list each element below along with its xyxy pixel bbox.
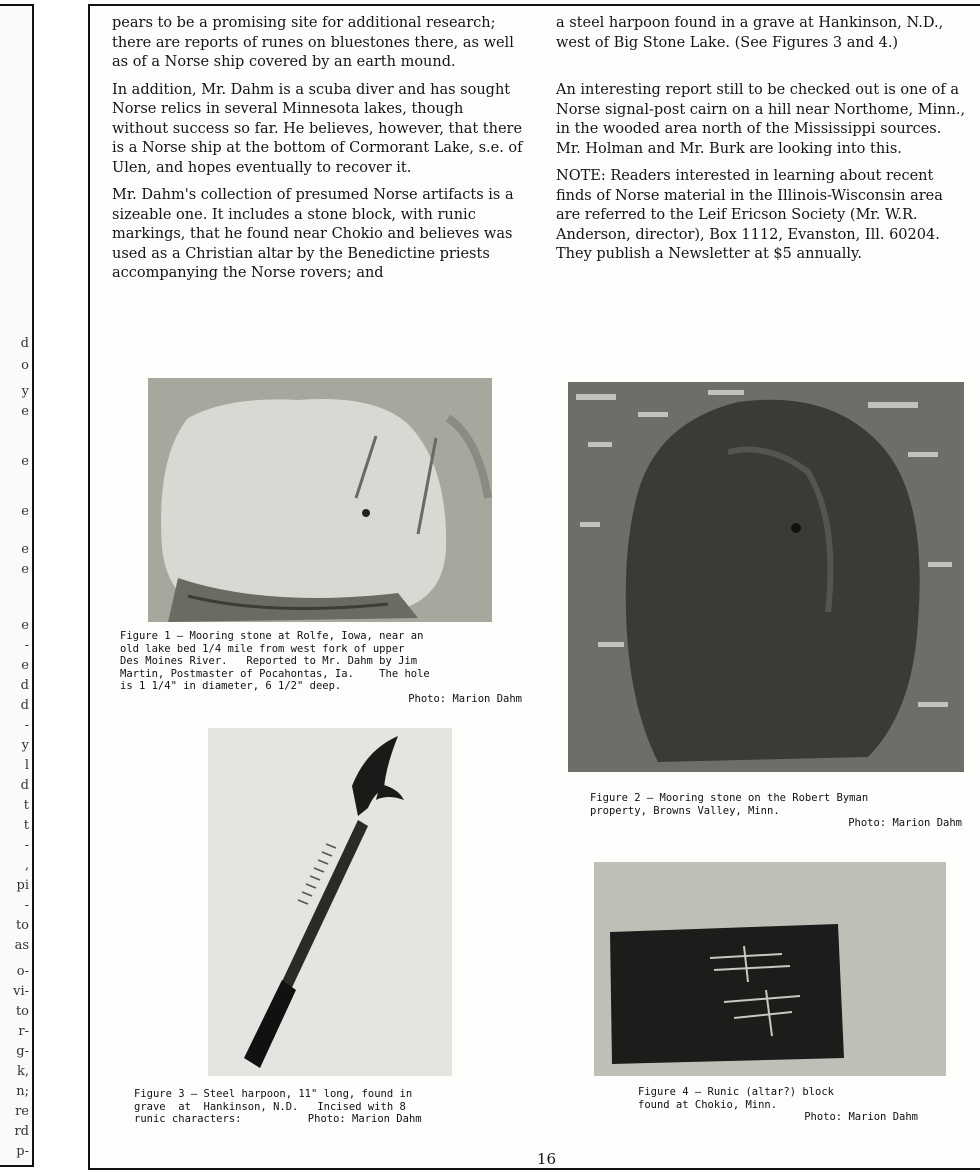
figure-4-photo	[594, 862, 946, 1076]
photo-credit: Photo: Marion Dahm	[408, 692, 522, 705]
fragment: d	[20, 336, 29, 351]
fragment: g-	[16, 1044, 29, 1059]
fragment: t	[23, 798, 29, 813]
text-column-left	[112, 14, 524, 292]
caption-line: Figure 4 — Runic (altar?) block	[638, 1086, 834, 1098]
fragment: pi	[16, 878, 29, 893]
caption-line: Martin, Postmaster of Pocahontas, Ia. The hole	[120, 667, 430, 680]
fragment: as	[14, 938, 29, 953]
fragment: d	[20, 778, 29, 793]
fragment: d	[20, 698, 29, 713]
fragment: re	[15, 1104, 29, 1119]
fragment: o-	[16, 964, 29, 979]
fragment: y	[21, 384, 29, 399]
facing-page-edge	[0, 4, 34, 1167]
fragment: e	[21, 504, 29, 519]
photo-credit: Photo: Marion Dahm	[804, 1111, 918, 1123]
fragment: -	[24, 638, 29, 653]
caption-line: found at Chokio, Minn.	[638, 1098, 778, 1111]
caption-line: old lake bed 1/4 mile from west fork of upper	[120, 642, 405, 655]
fragment: to	[15, 1004, 29, 1019]
paragraph: In addition, Mr. Dahm is a scuba diver and has sought Norse relics in several Minnesota lakes, though without success so far. He believes, however, that there is a Norse ship at the bottom of Cormorant Lake, s.e. of Ulen, and hopes eventually to recover it.	[112, 81, 523, 176]
photo-credit: Photo: Marion Dahm	[848, 817, 962, 829]
figure-3-caption	[134, 1088, 534, 1126]
caption-line: Figure 3 — Steel harpoon, 11" long, found in	[134, 1088, 413, 1100]
fragment: -	[24, 718, 29, 733]
figure-3-photo	[208, 728, 452, 1076]
caption-line: is 1 1/4" in diameter, 6 1/2" deep.	[120, 680, 342, 692]
figure-2-photo	[568, 382, 964, 772]
page-number: 16	[537, 1150, 557, 1168]
caption-line: Figure 1 — Mooring stone at Rolfe, Iowa, near an	[120, 630, 424, 642]
paragraph: pears to be a promising site for additional research; there are reports of runes on bluestones there, as well as of a Norse ship covered by an earth mound.	[112, 15, 514, 70]
figure-1-caption	[120, 630, 530, 705]
caption-line: grave at Hankinson, N.D. Incised with 8	[134, 1100, 406, 1113]
fragment: o	[21, 358, 29, 373]
paragraph: NOTE: Readers interested in learning about recent finds of Norse material in the Illinois-Wisconsin area are referred to the Leif Ericson Society (Mr. W.R. Anderson, director), Box 1112, Evanston, Ill. 60204. They publish a Newsletter at $5 annually.	[556, 168, 943, 262]
text-column-right	[556, 14, 966, 273]
caption-line: runic characters:	[134, 1113, 242, 1125]
fragment: vi-	[13, 984, 29, 999]
caption-line: Figure 2 — Mooring stone on the Robert Byman	[590, 792, 869, 804]
paragraph: An interesting report still to be checked out is one of a Norse signal-post cairn on a hill near Northome, Minn., in the wooded area north of the Mississippi sources. Mr. Holman and Mr. Burk are looking into this.	[556, 82, 966, 157]
caption-line: Des Moines River. Reported to Mr. Dahm by Jim	[120, 655, 418, 667]
document-page	[88, 4, 980, 1170]
fragment: -	[24, 898, 29, 913]
figure-4-caption	[638, 1086, 958, 1124]
fragment: rd	[14, 1124, 29, 1139]
fragment: e	[21, 658, 29, 673]
fragment: n;	[16, 1084, 29, 1099]
figure-2-caption	[590, 792, 970, 830]
caption-line: property, Browns Valley, Minn.	[590, 804, 780, 817]
fragment: l	[24, 758, 29, 773]
fragment: -	[24, 838, 29, 853]
fragment: e	[21, 562, 29, 577]
fragment: r-	[18, 1024, 29, 1039]
fragment: ,	[24, 858, 29, 873]
figure-1-photo	[148, 378, 492, 622]
fragment: e	[21, 618, 29, 633]
paragraph: Mr. Dahm's collection of presumed Norse artifacts is a sizeable one. It includes a stone block, with runic markings, that he found near Chokio and believes was used as a Christian altar by the Benedictine priests accompanying the Norse rovers; and	[112, 187, 514, 281]
fragment: e	[21, 454, 29, 469]
fragment: k,	[16, 1064, 29, 1079]
fragment: e	[21, 404, 29, 419]
fragment: t	[23, 818, 29, 833]
fragment: d	[20, 678, 29, 693]
photo-credit: Photo: Marion Dahm	[307, 1113, 422, 1125]
fragment: p-	[16, 1144, 29, 1159]
fragment: e	[21, 542, 29, 557]
fragment: to	[15, 918, 29, 933]
fragment: y	[21, 738, 29, 753]
paragraph: a steel harpoon found in a grave at Hankinson, N.D., west of Big Stone Lake. (See Figures 3 and 4.)	[556, 15, 944, 51]
